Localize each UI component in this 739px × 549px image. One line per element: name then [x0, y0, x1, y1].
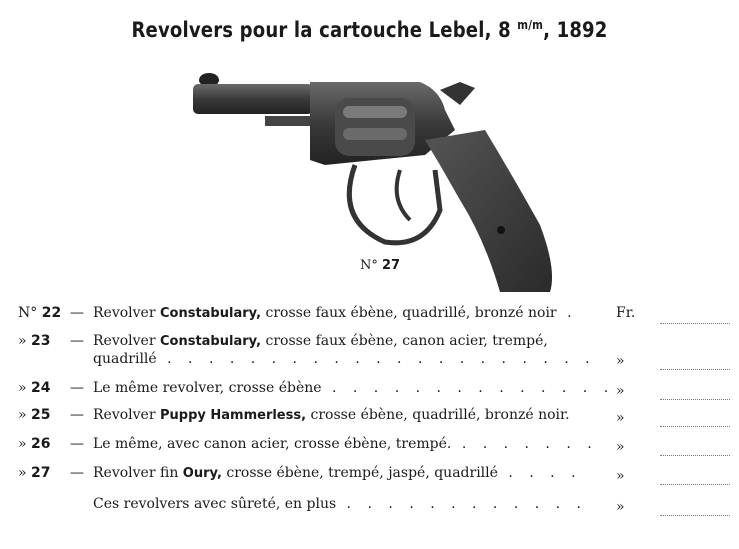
leader-dots: . . . . . . . . . . . . . . . . . . . . . [156, 351, 596, 367]
item-text-rest: crosse faux ébène, canon acier, trempé, [261, 333, 548, 349]
item-text: Le même, avec canon acier, crosse ébène, trempé. [93, 436, 452, 452]
list-item [0, 465, 739, 485]
leader-dots: . [556, 305, 578, 321]
figure-caption [360, 258, 400, 273]
item-number-prefix: » [18, 436, 27, 452]
price-line [660, 383, 730, 400]
item-number-value: 25 [31, 407, 51, 423]
item-text: Revolver fin [93, 465, 183, 481]
item-number [18, 465, 72, 481]
item-number-prefix: » [18, 380, 27, 396]
item-model: Constabulary, [159, 306, 262, 321]
item-unit: » [616, 353, 625, 369]
list-item [0, 380, 739, 400]
item-dash: — [70, 465, 84, 481]
leader-dots: . . . . . . . [451, 436, 598, 452]
item-dash: — [70, 333, 84, 349]
item-dash: — [70, 407, 84, 423]
item-description [93, 380, 614, 396]
leader-dots: . . . . . . . . . . . . . . [321, 380, 615, 396]
item-text: Revolver [93, 407, 160, 423]
item-description [93, 465, 582, 481]
caption-prefix: N° [360, 258, 378, 273]
item-text: Le même revolver, crosse ébène [93, 380, 322, 396]
caption-number: 27 [382, 258, 401, 273]
item-number-value: 22 [41, 305, 62, 321]
price-line [660, 307, 730, 324]
item-unit: » [616, 410, 625, 426]
item-number [18, 407, 72, 423]
item-text: Revolver [93, 305, 160, 321]
item-unit: » [616, 468, 625, 484]
price-line [660, 353, 730, 370]
price-line [660, 499, 730, 516]
item-model: Constabulary, [159, 334, 262, 349]
item-unit: » [616, 499, 625, 515]
footer-text: Ces revolvers avec sûreté, en plus [93, 496, 337, 512]
item-number-prefix: » [18, 333, 27, 349]
item-text-rest: crosse ébène, trempé, jaspé, quadrillé [221, 465, 498, 481]
page-title [52, 18, 688, 42]
item-number [18, 305, 72, 321]
item-unit: » [616, 439, 625, 455]
leader-dots: . . . . [497, 465, 582, 481]
list-item [0, 305, 739, 325]
item-dash: — [70, 305, 84, 321]
item-description [93, 407, 570, 423]
item-text-line2: quadrillé [93, 351, 157, 367]
item-number-value: 27 [31, 465, 51, 481]
item-description-line2 [93, 351, 596, 367]
title-main: Revolvers pour la cartouche Lebel, 8 [131, 18, 511, 42]
item-description [93, 436, 598, 452]
list-item [0, 333, 739, 373]
title-unit: m/m [517, 18, 544, 32]
item-model: Puppy Hammerless, [159, 408, 307, 423]
price-line [660, 468, 730, 485]
item-number-prefix: » [18, 407, 27, 423]
list-item [0, 407, 739, 427]
title-year: , 1892 [543, 18, 608, 42]
price-line [660, 410, 730, 427]
item-number [18, 380, 72, 396]
item-description [93, 305, 578, 321]
item-number-value: 24 [31, 380, 51, 396]
leader-dots: . . . . . . . . . . . . [336, 496, 587, 512]
list-item-footer [0, 496, 739, 516]
item-text-rest: crosse faux ébène, quadrillé, bronzé noir [261, 305, 557, 321]
item-dash: — [70, 380, 84, 396]
item-description [93, 333, 548, 349]
price-line [660, 439, 730, 456]
item-model: Oury, [182, 466, 222, 481]
item-unit: Fr. [616, 305, 636, 321]
item-text-rest: crosse ébène, quadrillé, bronzé noir. [306, 407, 570, 423]
item-description [93, 496, 587, 512]
item-unit: » [616, 383, 625, 399]
item-text: Revolver [93, 333, 160, 349]
item-number [18, 333, 72, 349]
item-number-prefix: » [18, 465, 27, 481]
item-dash: — [70, 436, 84, 452]
list-item [0, 436, 739, 456]
item-number [18, 436, 72, 452]
item-number-value: 26 [31, 436, 51, 452]
item-number-value: 23 [31, 333, 51, 349]
item-number-prefix: N° [18, 305, 38, 321]
